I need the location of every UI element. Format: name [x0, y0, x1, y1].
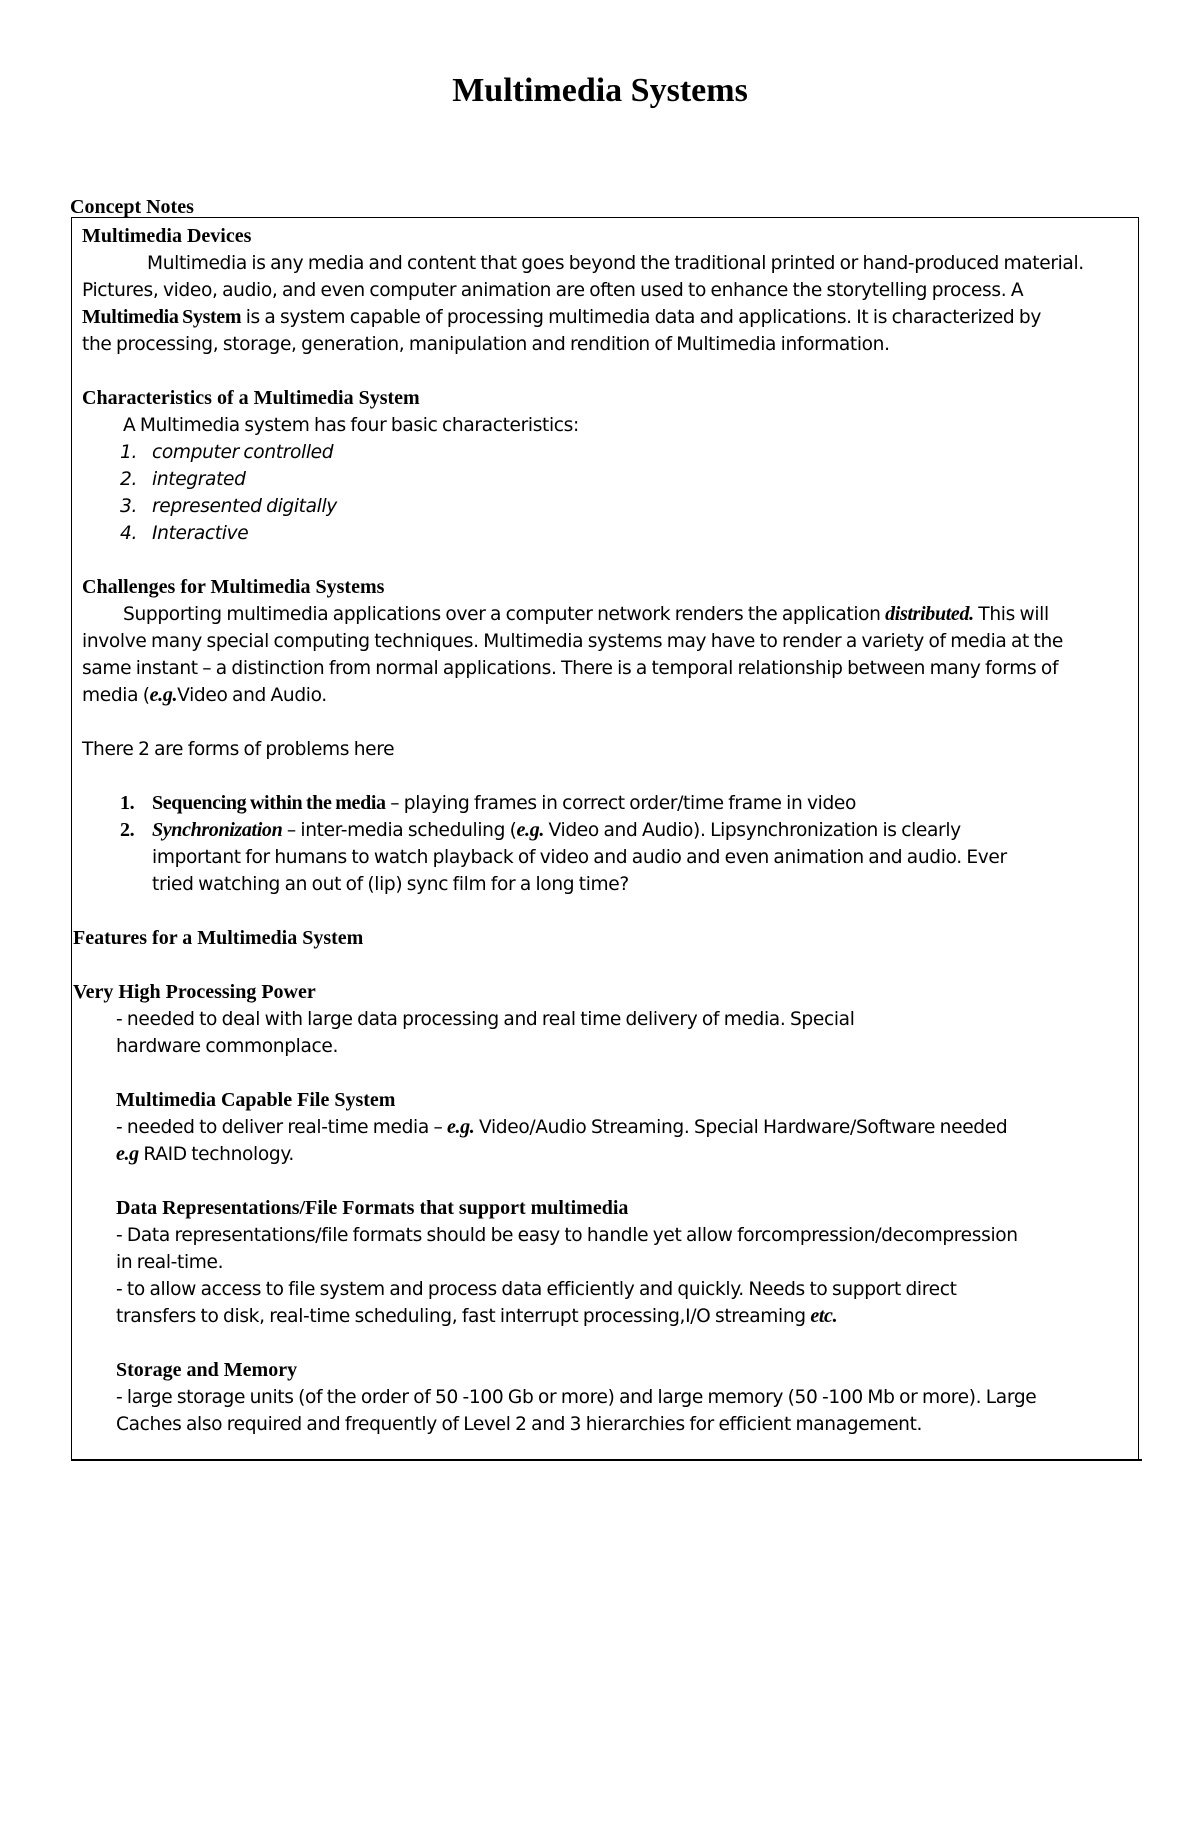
processing-line-1: - needed to deal with large data processing and real time delivery of media. Special [116, 1009, 855, 1030]
challenges-heading: Challenges for Multimedia Systems [82, 576, 385, 598]
characteristics-heading: Characteristics of a Multimedia System [82, 387, 420, 409]
problem-desc: – playing frames in correct order/time frame in video [385, 793, 857, 814]
problem-text [152, 817, 961, 844]
eg-abbrev: e.g. [149, 684, 178, 706]
etc-abbrev: etc. [810, 1305, 838, 1327]
challenges-line-4 [82, 682, 327, 709]
eg-abbrev: e.g [116, 1143, 139, 1165]
item-number: 4. [120, 523, 138, 544]
challenges-line-2: involve many special computing techniques. Multimedia systems may have to render a variety of media at the [82, 631, 1064, 652]
processing-heading: Very High Processing Power [73, 981, 316, 1003]
file-system-line-1 [116, 1114, 1007, 1141]
storage-line-1: - large storage units (of the order of 50 -100 Gb or more) and large memory (50 -100 Mb or more). Large [116, 1387, 1037, 1408]
devices-heading: Multimedia Devices [82, 225, 252, 247]
features-heading: Features for a Multimedia System [73, 927, 364, 949]
devices-line-2: Pictures, video, audio, and even computer animation are often used to enhance the storytelling process. A [82, 280, 1024, 301]
devices-line-4: the processing, storage, generation, manipulation and rendition of Multimedia information. [82, 334, 890, 355]
multimedia-system-term: Multimedia System [82, 306, 242, 328]
challenges-line-4-text: media ( [82, 685, 150, 706]
problem-item [120, 790, 857, 817]
formats-heading: Data Representations/File Formats that support multimedia [116, 1197, 629, 1219]
devices-line-1: Multimedia is any media and content that goes beyond the traditional printed or hand-produced material. [147, 253, 1084, 274]
item-text: computer controlled [152, 442, 334, 463]
file-system-line-2 [116, 1141, 294, 1168]
file-system-heading: Multimedia Capable File System [116, 1089, 396, 1111]
devices-line-3-rest: is a system capable of processing multimedia data and applications. It is characterized by [241, 307, 1041, 328]
item-number: 2. [120, 819, 135, 841]
problem-2-line-3: tried watching an out of (lip) sync film for a long time? [152, 874, 629, 895]
formats-line-4-text: transfers to disk, real-time scheduling, fast interrupt processing,I/O streaming [116, 1306, 811, 1327]
devices-line-3 [82, 304, 1041, 331]
item-number: 3. [120, 496, 138, 517]
storage-line-2: Caches also required and frequently of Level 2 and 3 hierarchies for efficient management. [116, 1414, 923, 1435]
item-number: 2. [120, 469, 138, 490]
file-system-line-2-text: RAID technology. [138, 1144, 294, 1165]
synchronization-term: Synchronization [152, 819, 283, 841]
characteristic-item [120, 466, 246, 493]
distributed-term: distributed. [885, 603, 974, 625]
challenges-line-3: same instant – a distinction from normal applications. There is a temporal relationship between many forms of [82, 658, 1059, 679]
challenges-line-1-text: Supporting multimedia applications over a computer network renders the application [123, 604, 886, 625]
formats-line-2: in real-time. [116, 1252, 224, 1273]
problems-intro: There 2 are forms of problems here [82, 739, 395, 760]
formats-line-4 [116, 1303, 837, 1330]
item-number: 1. [120, 442, 138, 463]
challenges-line-4-end: Video and Audio. [177, 685, 327, 706]
problem-desc-end: Video and Audio). Lipsynchronization is clearly [544, 820, 961, 841]
characteristic-item [120, 439, 334, 466]
problem-2-line-2: important for humans to watch playback of video and audio and even animation and audio. Ever [152, 847, 1007, 868]
item-text: Interactive [152, 523, 249, 544]
problem-text [152, 790, 856, 817]
challenges-line-1-end: This will [973, 604, 1049, 625]
eg-abbrev: e.g. [446, 1116, 475, 1138]
problem-desc: – inter-media scheduling ( [282, 820, 517, 841]
storage-heading: Storage and Memory [116, 1359, 298, 1381]
challenges-line-1 [123, 601, 1049, 628]
notes-box-bottom-border [71, 1459, 1142, 1461]
file-system-line-1-text: - needed to deliver real-time media – [116, 1117, 447, 1138]
page-title: Multimedia Systems [452, 72, 748, 109]
item-text: integrated [152, 469, 246, 490]
characteristic-item [120, 520, 249, 547]
eg-abbrev: e.g. [516, 819, 544, 841]
item-text: represented digitally [152, 496, 337, 517]
concept-notes-label: Concept Notes [70, 196, 194, 218]
problem-item [120, 817, 961, 844]
processing-line-2: hardware commonplace. [116, 1036, 339, 1057]
sequencing-term: Sequencing within the media [152, 792, 386, 814]
characteristics-intro: A Multimedia system has four basic characteristics: [123, 415, 579, 436]
formats-line-3: - to allow access to file system and process data efficiently and quickly. Needs to support direct [116, 1279, 957, 1300]
file-system-line-1-end: Video/Audio Streaming. Special Hardware/Software needed [474, 1117, 1008, 1138]
characteristic-item [120, 493, 337, 520]
item-number: 1. [120, 792, 135, 814]
formats-line-1: - Data representations/file formats should be easy to handle yet allow forcompression/decompression [116, 1225, 1018, 1246]
